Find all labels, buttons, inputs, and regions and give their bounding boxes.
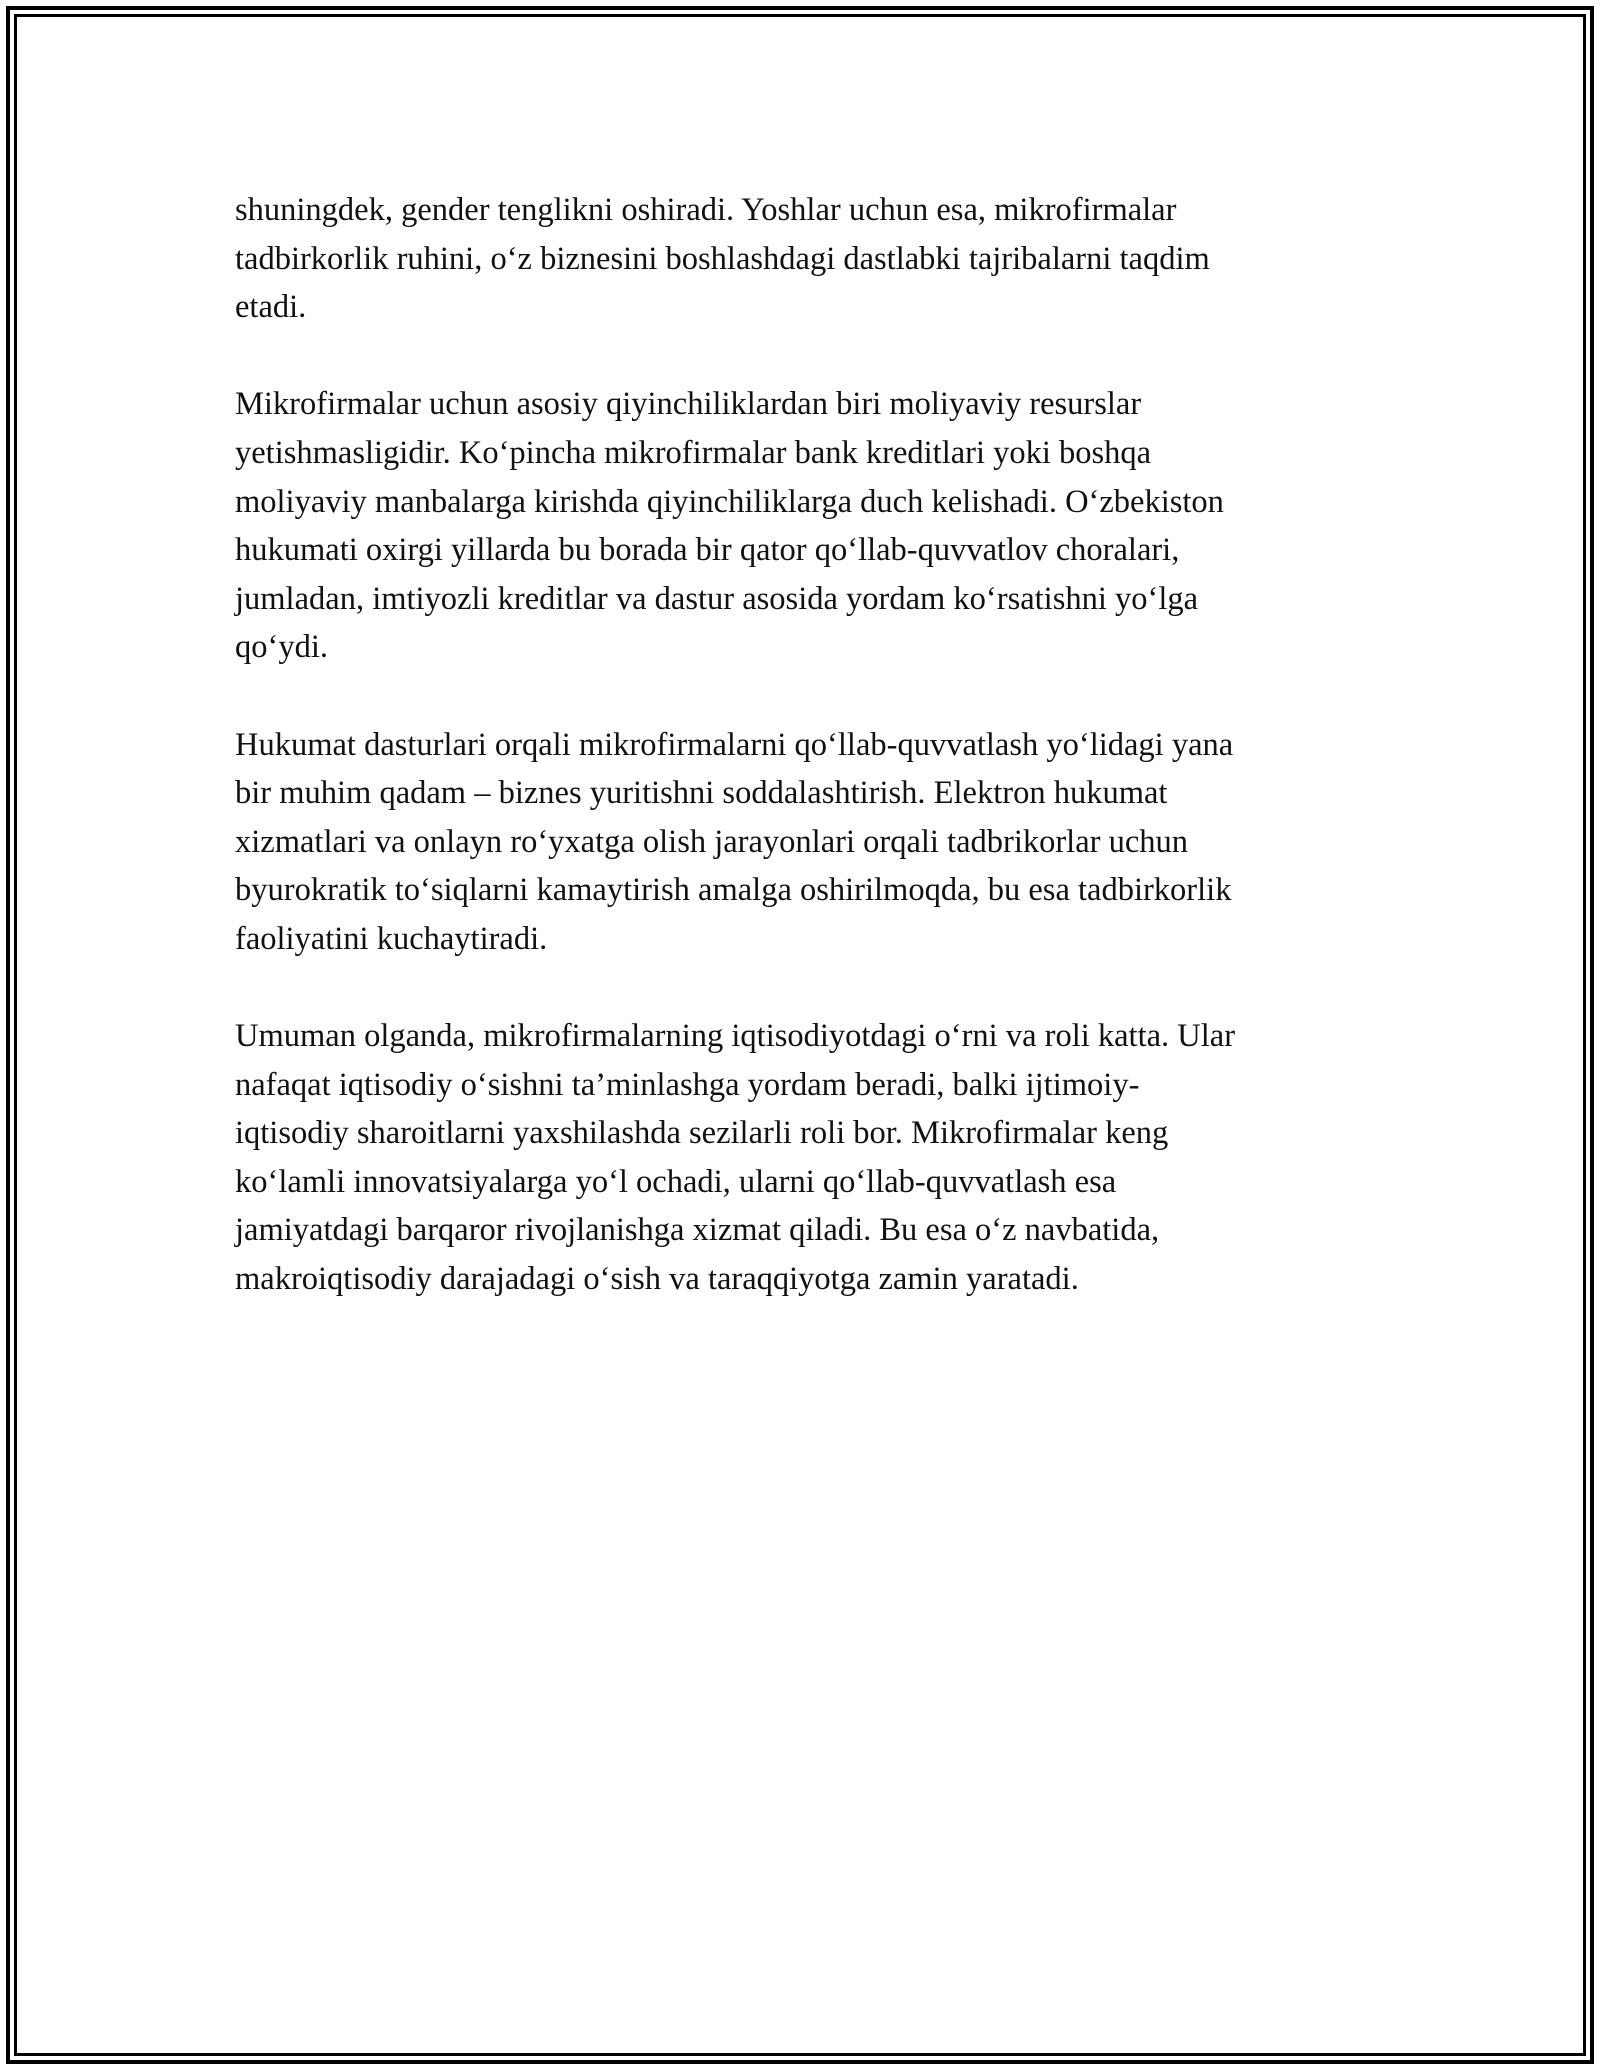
paragraph-3: Hukumat dasturlari orqali mikrofirmalarni qo‘llab-quvvatlash yo‘lidagi yana bir muhim qadam – biznes yuritishni soddalashtirish. Elektron hukumat xizmatlari va onlayn ro‘yxatga olish jarayonlari orqali tadbrikorlar uchun byurokratik to‘siqlarni kamaytirish amalga oshirilmoqda, bu esa tadbirkorlik faoliyatini kuchaytiradi.	[235, 726, 1234, 957]
paragraph-4: Umuman olganda, mikrofirmalarning iqtisodiyotdagi o‘rni va roli katta. Ular nafaqat iqtisodiy o‘sishni ta’minlashga yordam beradi, balki ijtimoiy- iqtisodiy sharoitlarni yaxshilashda sezilarli roli bor. Mikrofirmalar keng ko‘lamli innovatsiyalarga yo‘l ochadi, ularni qo‘llab-quvvatlash esa jamiyatdagi barqaror rivojlanishga xizmat qiladi. Bu esa o‘z navbatida, makroiqtisodiy darajadagi o‘sish va taraqqiyotga zamin yaratadi.	[235, 1018, 1236, 1298]
document-body	[235, 186, 1375, 1352]
paragraph-1: shuningdek, gender tenglikni oshiradi. Yoshlar uchun esa, mikrofirmalar tadbirkorlik ruhini, o‘z biznesini boshlashdagi dastlabki tajribalarni taqdim etadi.	[235, 192, 1210, 326]
paragraph-2: Mikrofirmalar uchun asosiy qiyinchiliklardan biri moliyaviy resurslar yetishmasligidir. Ko‘pincha mikrofirmalar bank kreditlari yoki boshqa moliyaviy manbalarga kirishda qiyinchiliklarga duch kelishadi. O‘zbekiston hukumati oxirgi yillarda bu borada bir qator qo‘llab-quvvatlov choralari, jumladan, imtiyozli kreditlar va dastur asosida yordam ko‘rsatishni yo‘lga qo‘ydi.	[235, 386, 1224, 666]
